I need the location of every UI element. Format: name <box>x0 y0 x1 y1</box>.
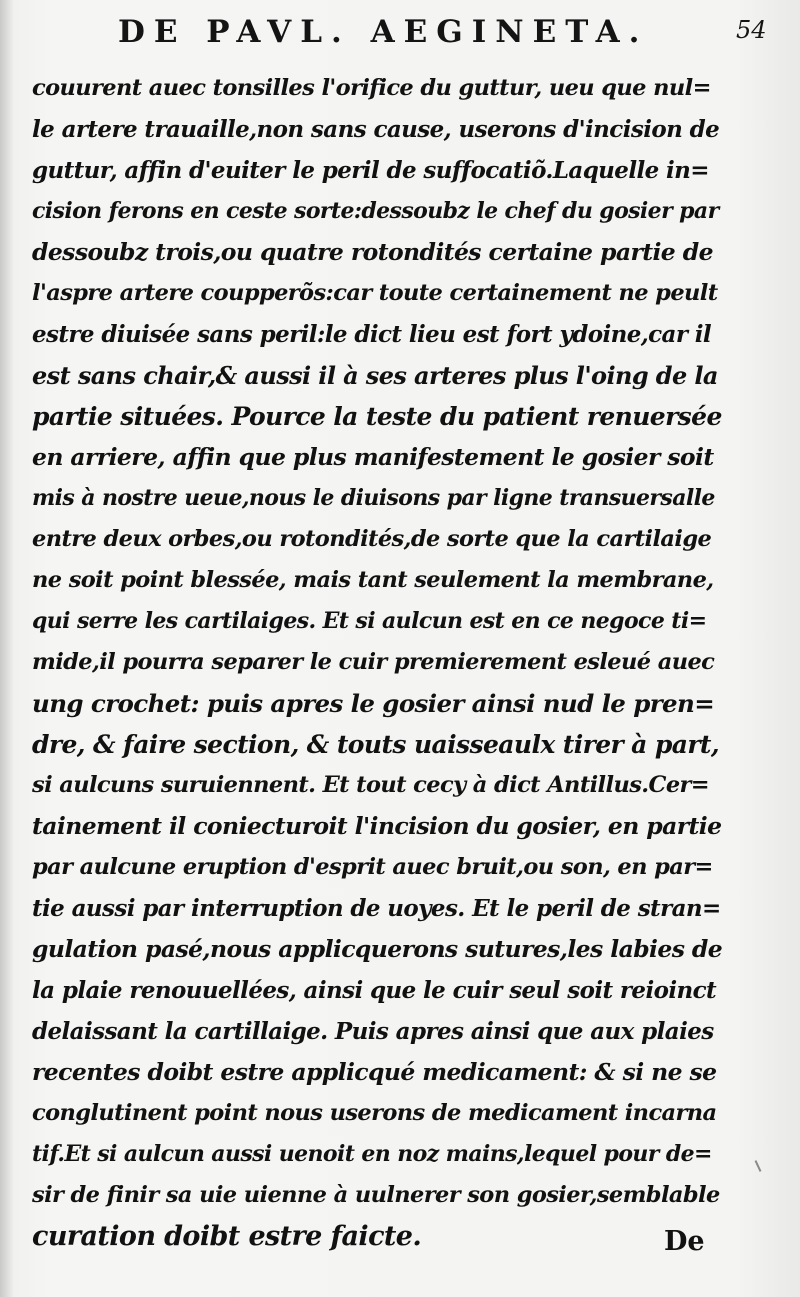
text-line: la plaie renouuellées, ainsi que le cuir seul soit reioinct <box>32 977 717 1004</box>
text-line: dessoubz trois,ou quatre rotondités certaine partie de <box>32 238 713 266</box>
catchword: De <box>664 1226 705 1257</box>
page-number: 54 <box>736 16 767 44</box>
text-line: couurent auec tonsilles l'orifice du guttur, ueu que nul= <box>32 75 711 101</box>
text-line: partie situées. Pource la teste du patient renuersée <box>32 402 722 431</box>
text-line: est sans chair,& aussi il à ses arteres plus l'oing de la <box>32 361 718 390</box>
text-line: qui serre les cartilaiges. Et si aulcun est en ce negoce ti= <box>32 608 707 634</box>
text-line: guttur, affin d'euiter le peril de suffocatiõ.Laquelle in= <box>32 157 709 184</box>
text-line: tainement il coniecturoit l'incision du gosier, en partie <box>32 812 722 840</box>
text-line: delaissant la cartillaige. Puis apres ainsi que aux plaies <box>32 1018 714 1045</box>
text-line: entre deux orbes,ou rotondités,de sorte que la cartilaige <box>32 526 712 552</box>
text-line: mide,il pourra separer le cuir premierement esleué auec <box>32 649 715 675</box>
text-line: sir de finir sa uie uienne à uulnerer son gosier,semblable <box>32 1182 720 1208</box>
text-line: l'aspre artere coupperõs:car toute certainement ne peult <box>32 280 718 306</box>
body-text <box>32 68 722 1257</box>
spine-shadow <box>0 0 14 1297</box>
text-line: en arriere, affin que plus manifestement le gosier soit <box>32 443 714 471</box>
running-head: DE PAVL. AEGINETA. <box>118 14 649 50</box>
text-line: ung crochet: puis apres le gosier ainsi nud le pren= <box>32 689 715 718</box>
text-line: si aulcuns suruiennent. Et tout cecy à dict Antillus.Cer= <box>32 772 710 798</box>
text-line: mis à nostre ueue,nous le diuisons par ligne transuersalle <box>32 485 715 511</box>
text-line: cision ferons en ceste sorte:dessoubz le chef du gosier par <box>32 198 719 224</box>
text-line: le artere trauaille,non sans cause, userons d'incision de <box>32 116 720 143</box>
text-line: curation doibt estre faicte. <box>32 1221 422 1252</box>
text-line: gulation pasé,nous applicquerons sutures,les labies de <box>32 935 722 963</box>
text-line: tif.Et si aulcun aussi uenoit en noz mains,lequel pour de= <box>32 1141 712 1167</box>
text-line: estre diuisée sans peril:le dict lieu est fort ydoine,car il <box>32 321 712 348</box>
text-line: ne soit point blessée, mais tant seulement la membrane, <box>32 567 714 593</box>
text-line: par aulcune eruption d'esprit auec bruit,ou son, en par= <box>32 854 713 880</box>
margin-mark <box>755 1160 762 1172</box>
text-line: dre, & faire section, & touts uaisseaulx tirer à part, <box>32 730 719 759</box>
text-line: tie aussi par interruption de uoyes. Et le peril de stran= <box>32 895 721 922</box>
text-line: recentes doibt estre applicqué medicament: & si ne se <box>32 1058 717 1086</box>
text-line: conglutinent point nous userons de medicament incarna <box>32 1100 717 1126</box>
